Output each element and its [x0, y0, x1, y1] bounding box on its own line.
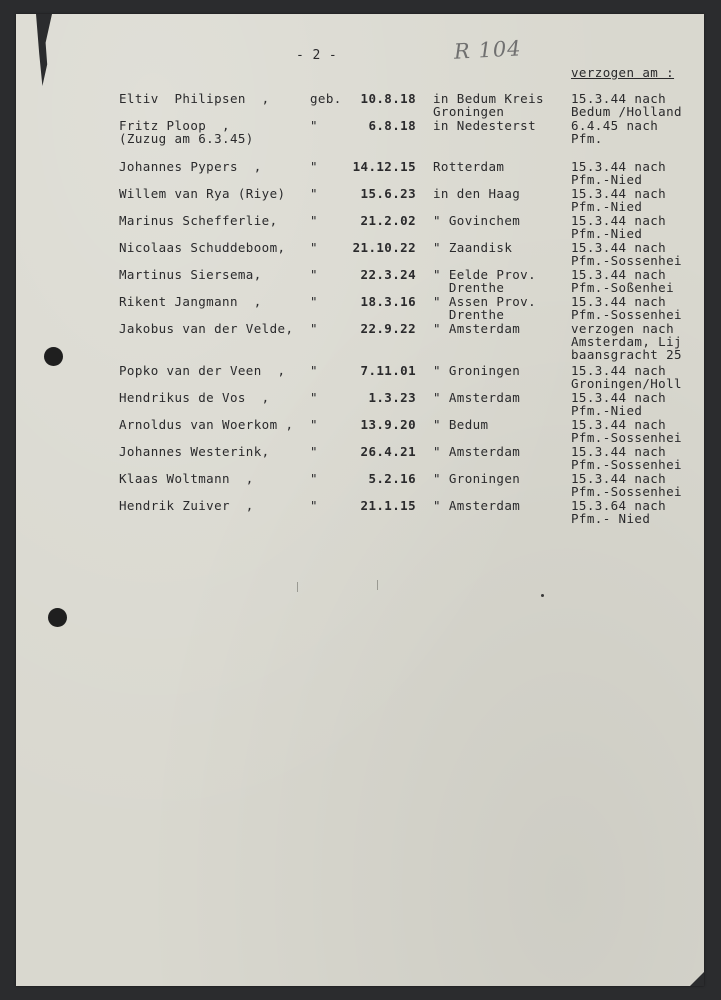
entry-moved-info: 15.3.44 nach Pfm.-Soßenhei	[571, 267, 675, 295]
entry-birth-place: " Amsterdam	[433, 390, 521, 405]
paper-speck	[541, 594, 544, 597]
entry-birth-date: 21.2.02	[360, 213, 416, 228]
entry-moved-info: 15.3.44 nach Pfm.-Sossenhei	[571, 417, 682, 445]
entry-birth-place: " Zaandisk	[433, 240, 513, 255]
entry-birth-date: 7.11.01	[360, 363, 416, 378]
paper-mark	[377, 580, 378, 590]
entry-moved-info: 15.3.44 nach Pfm.-Nied	[571, 186, 667, 214]
entry-name: Hendrik Zuiver ,	[119, 498, 254, 513]
entry-birth-date: 15.6.23	[360, 186, 416, 201]
entry-birth-date: 13.9.20	[360, 417, 416, 432]
entry-name: Arnoldus van Woerkom ,	[119, 417, 294, 432]
moved-column-header: verzogen am :	[571, 65, 675, 80]
entry-moved-info: 15.3.44 nach Pfm.-Nied	[571, 390, 667, 418]
entry-born-marker: "	[310, 321, 318, 336]
entry-born-marker: "	[310, 444, 318, 459]
entry-birth-place: " Eelde Prov. Drenthe	[433, 267, 537, 295]
entry-name: Johannes Westerink,	[119, 444, 270, 459]
entry-birth-place: " Govinchem	[433, 213, 521, 228]
entry-moved-info: 15.3.44 nach Pfm.-Sossenhei	[571, 294, 682, 322]
entry-birth-place: " Assen Prov. Drenthe	[433, 294, 537, 322]
entry-moved-info: 15.3.44 nach Pfm.-Sossenhei	[571, 444, 682, 472]
entry-birth-place: in den Haag	[433, 186, 521, 201]
entry-birth-place: " Groningen	[433, 471, 521, 486]
entry-name: Willem van Rya (Riye)	[119, 186, 286, 201]
entry-born-marker: "	[310, 118, 318, 133]
entry-moved-info: verzogen nach Amsterdam, Lij baansgracht 25	[571, 321, 682, 362]
entry-name: Popko van der Veen ,	[119, 363, 286, 378]
entry-birth-date: 6.8.18	[368, 118, 416, 133]
entry-birth-date: 22.3.24	[360, 267, 416, 282]
entry-birth-date: 1.3.23	[368, 390, 416, 405]
entry-born-marker: "	[310, 417, 318, 432]
entry-moved-info: 15.3.44 nach Pfm.-Sossenhei	[571, 240, 682, 268]
entry-birth-date: 21.1.15	[360, 498, 416, 513]
entry-birth-place: " Amsterdam	[433, 321, 521, 336]
entry-moved-info: 15.3.44 nach Pfm.-Nied	[571, 213, 667, 241]
entry-born-marker: "	[310, 159, 318, 174]
entry-name: Martinus Siersema,	[119, 267, 262, 282]
entry-name: Rikent Jangmann ,	[119, 294, 262, 309]
entry-name: Johannes Pypers ,	[119, 159, 262, 174]
entry-birth-date: 10.8.18	[360, 91, 416, 106]
entry-moved-info: 15.3.44 nach Groningen/Holl	[571, 363, 682, 391]
entry-name: Marinus Schefferlie,	[119, 213, 278, 228]
entry-born-marker: "	[310, 240, 318, 255]
page-number: - 2 -	[296, 48, 338, 63]
entry-born-marker: "	[310, 213, 318, 228]
entry-name: Hendrikus de Vos ,	[119, 390, 270, 405]
entry-birth-place: Rotterdam	[433, 159, 505, 174]
entry-name: Jakobus van der Velde,	[119, 321, 294, 336]
entry-birth-place: " Amsterdam	[433, 498, 521, 513]
entry-birth-place: " Groningen	[433, 363, 521, 378]
entry-born-marker: "	[310, 498, 318, 513]
paper-mark	[297, 582, 298, 592]
punch-hole-top	[44, 347, 63, 366]
entry-born-marker: "	[310, 267, 318, 282]
entry-moved-info: 15.3.64 nach Pfm.- Nied	[571, 498, 667, 526]
entry-birth-place: " Bedum	[433, 417, 489, 432]
entry-born-marker: geb.	[310, 91, 342, 106]
entry-birth-place: in Bedum Kreis Groningen	[433, 91, 544, 119]
handwritten-note: R 104	[453, 36, 523, 64]
entry-born-marker: "	[310, 471, 318, 486]
entry-name: Fritz Ploop , (Zuzug am 6.3.45)	[119, 118, 254, 146]
entry-born-marker: "	[310, 186, 318, 201]
entry-born-marker: "	[310, 294, 318, 309]
entry-moved-info: 15.3.44 nach Pfm.-Nied	[571, 159, 667, 187]
entry-moved-info: 15.3.44 nach Bedum /Holland	[571, 91, 682, 119]
entry-birth-date: 5.2.16	[368, 471, 416, 486]
entry-name: Eltiv Philipsen ,	[119, 91, 270, 106]
punch-hole-bottom	[48, 608, 67, 627]
entry-birth-date: 22.9.22	[360, 321, 416, 336]
entry-birth-date: 18.3.16	[360, 294, 416, 309]
entry-moved-info: 15.3.44 nach Pfm.-Sossenhei	[571, 471, 682, 499]
entry-birth-place: " Amsterdam	[433, 444, 521, 459]
entry-born-marker: "	[310, 390, 318, 405]
entry-birth-place: in Nedesterst	[433, 118, 537, 133]
entry-birth-date: 14.12.15	[352, 159, 416, 174]
entry-name: Klaas Woltmann ,	[119, 471, 254, 486]
entry-moved-info: 6.4.45 nach Pfm.	[571, 118, 659, 146]
entry-birth-date: 26.4.21	[360, 444, 416, 459]
entry-name: Nicolaas Schuddeboom,	[119, 240, 286, 255]
entry-born-marker: "	[310, 363, 318, 378]
entry-birth-date: 21.10.22	[352, 240, 416, 255]
